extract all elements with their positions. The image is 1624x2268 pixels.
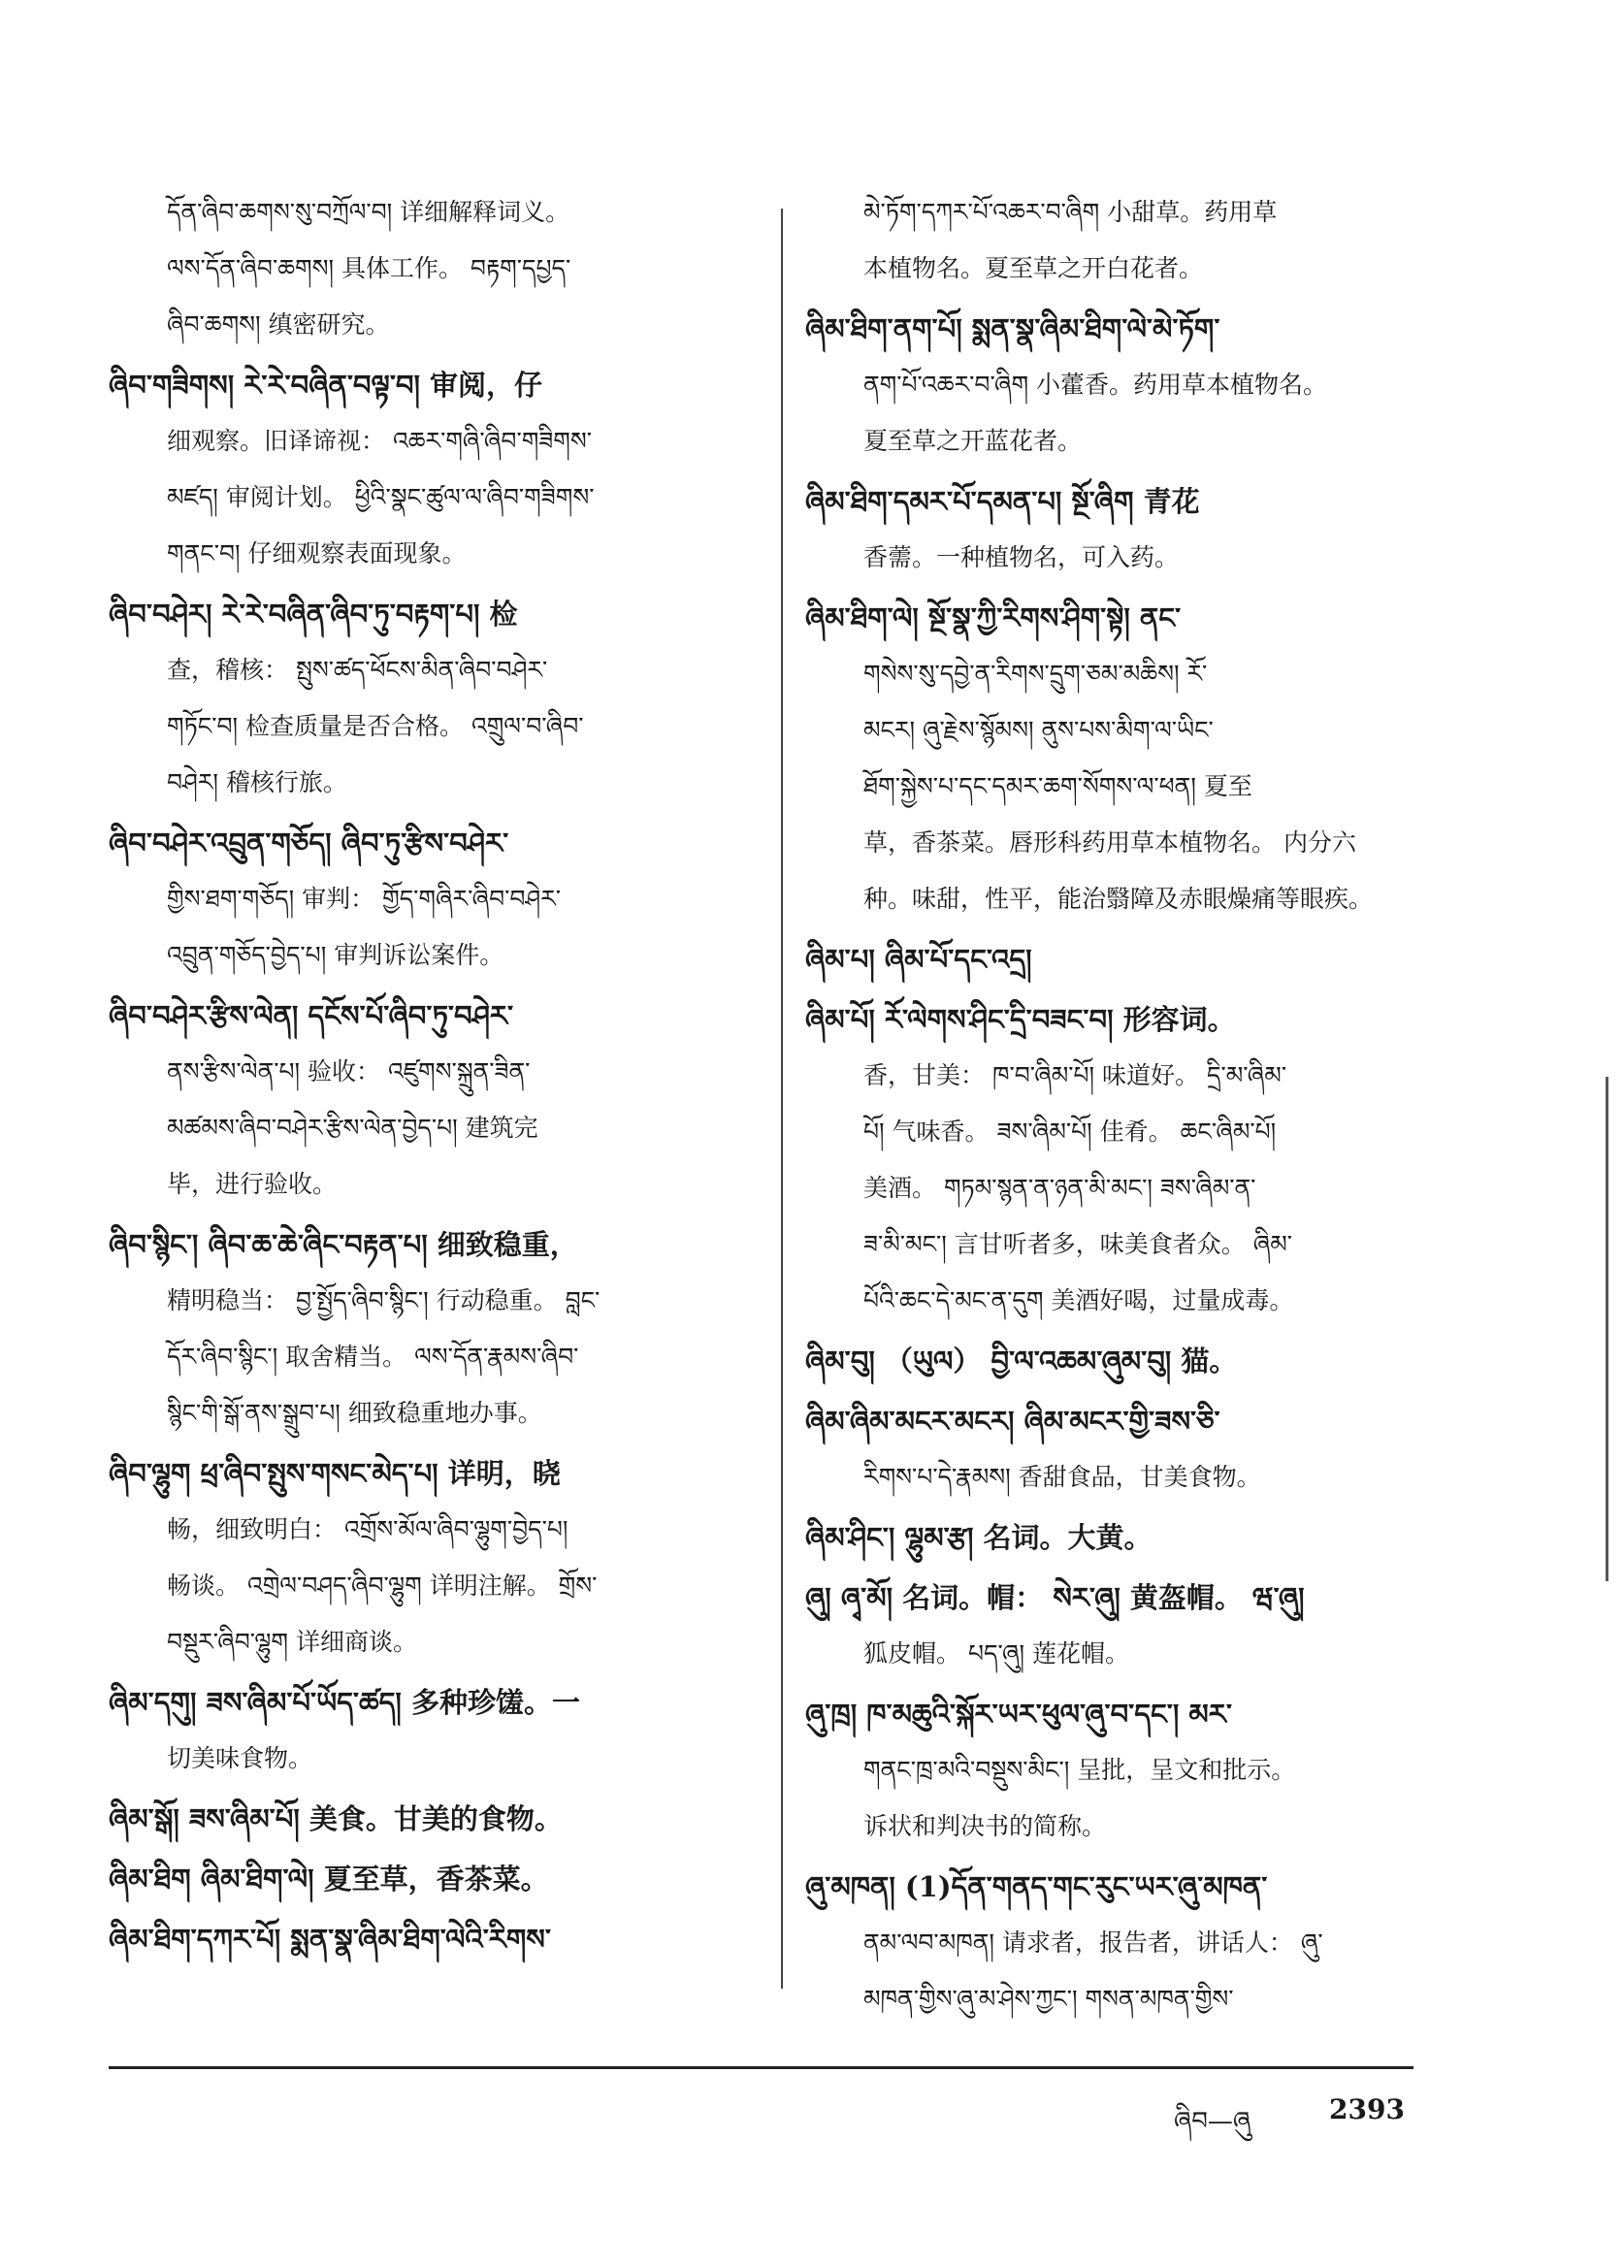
entry-definition-line: བསྡུར་ཞིབ་ལྷུག 详细商谈。: [167, 1628, 417, 1656]
dictionary-entry: [109, 1216, 768, 1442]
entry-definition-line: 诉状和判决书的简称。: [863, 1812, 1107, 1840]
entry-headword-line: ཞིབ་བཤེར། རེ་རེ་བཞིན་ཞིབ་ཏུ་བརྟག་པ། 检: [109, 598, 518, 631]
entry-definition-line: 美酒。 གཏམ་སྙན་ན་ཉན་མི་མང་། ཟས་ཞིམ་ན་: [863, 1174, 1256, 1202]
entry-headword-line: ཞུ་ཁྲ། ཁ་མཆུའི་སྐོར་ཡར་ཕུལ་ཞུ་བ་དང་། མར་: [805, 1698, 1232, 1731]
dictionary-entry: [109, 1445, 768, 1670]
column-divider: [781, 209, 783, 1989]
entry-definition-line: 香，甘美： ཁ་བ་ཞིམ་པོ། 味道好。 དྲི་མ་ཞིམ་: [863, 1061, 1287, 1089]
entry-headword-line: ཞིམ་ཐིག་ནག་པོ། སྨན་སྣ་ཞིམ་ཐིག་ལེ་མེ་ཏོག་: [805, 312, 1220, 345]
entry-definition-line: 香薷。一种植物名，可入药。: [863, 543, 1180, 571]
dictionary-entry: [109, 815, 768, 984]
entry-headword-line: ཞིབ་ལྷུག ཕྲ་ཞིབ་སྤུས་གསང་མེད་པ། 详明，晓: [109, 1457, 561, 1490]
dictionary-entry: [109, 1674, 768, 1787]
entry-definition-line: ཟ་མི་མང་། 言甘听者多，味美食者众。 ཞིམ་: [863, 1230, 1292, 1258]
entry-definition-line: པོ། 气味香。 ཟས་ཞིམ་པོ། 佳肴。 ཆང་ཞིམ་པོ།: [863, 1118, 1277, 1146]
dictionary-entry: [805, 1686, 1465, 1855]
page-number: 2393: [1329, 2093, 1405, 2125]
footer-rule: [109, 2066, 1413, 2069]
entry-headword-line: ཞིམ་ཐིག ཞིམ་ཐིག་ལེ། 夏至草，香茶菜。: [109, 1863, 549, 1895]
dictionary-entry: [805, 184, 1465, 297]
entry-definition-line: པོའི་ཆང་དེ་མང་ན་དུག 美酒好喝，过量成毒。: [863, 1286, 1294, 1314]
entry-headword-line: ཞིབ་བཤེར་འབྲུན་གཅོད། ཞིབ་ཏུ་རྩིས་བཤེར་: [109, 826, 509, 859]
entry-definition-line: 查，稽核： སྤུས་ཚད་ཕོངས་མིན་ཞིབ་བཤེར་: [167, 656, 548, 684]
dictionary-entry: [805, 590, 1465, 927]
dictionary-entry: [805, 1509, 1465, 1566]
dictionary-entry: [805, 1859, 1465, 2027]
entry-headword-line: ཞིམ་སྒོ། ཟས་ཞིམ་པོ། 美食。甘美的食物。: [109, 1802, 563, 1835]
dictionary-entry: [805, 931, 1465, 988]
dictionary-entry: [109, 184, 768, 353]
entry-headword-line: ཞིམ་ཐིག་ལེ། སྔོ་སྣ་ཀྱི་རིགས་ཤིག་སྟེ། ནང་: [805, 601, 1182, 634]
entry-definition-line: རིགས་པ་དེ་རྣམས། 香甜食品，甘美食物。: [863, 1463, 1261, 1491]
entry-definition-line: 细观察。旧译谛视： འཆར་གཞི་ཞིབ་གཟིགས་: [167, 427, 592, 455]
entry-definition-line: གནང་བ། 仔细观察表面现象。: [167, 539, 467, 567]
entry-definition-line: སྙིང་གི་སྒོ་ནས་སྒྲུབ་པ། 细致稳重地办事。: [167, 1399, 542, 1427]
dictionary-entry: [805, 1393, 1465, 1506]
entry-definition-line: དོན་ཞིབ་ཆགས་སུ་བཀྲོལ་བ། 详细解释词义。: [167, 198, 570, 226]
entry-headword-line: ཞིམ་དགུ། ཟས་ཞིམ་པོ་ཡོད་ཚད། 多种珍馐。一: [109, 1686, 580, 1719]
entry-definition-line: ཞིབ་ཆགས། 缜密研究。: [167, 310, 390, 339]
dictionary-entry: [109, 1791, 768, 1847]
dictionary-entry: [109, 1851, 768, 1907]
entry-definition-line: མེ་ཏོག་དཀར་པོ་འཆར་བ་ཞིག 小甜草。药用草: [863, 198, 1278, 226]
dictionary-entry: [109, 357, 768, 582]
entry-headword-line: ཞིམ་བུ། （ཡུལ） བྱི་ལ་འཆམ་ཞུམ་བུ། 猫。: [805, 1345, 1238, 1377]
entry-definition-line: 狐皮帽。 པད་ཞུ། 莲花帽。: [863, 1639, 1129, 1668]
dictionary-entry: [805, 991, 1465, 1329]
entry-headword-line: ཞིམ་ཞིམ་མངར་མངར། ཞིམ་མངར་གྱི་ཟས་ཅི་: [805, 1405, 1220, 1438]
entry-definition-line: 切美味食物。: [167, 1744, 313, 1772]
dictionary-entry: [805, 301, 1465, 470]
entry-definition-line: མཚམས་ཞིབ་བཤེར་རྩིས་ལེན་བྱེད་པ། 建筑完: [167, 1114, 538, 1142]
entry-headword-line: ཞུ་མཁན། (1)དོན་གནད་གང་རུང་ཡར་ཞུ་མཁན་: [805, 1870, 1268, 1903]
right-column: [805, 184, 1465, 2031]
entry-definition-line: གསེས་སུ་དབྱེ་ན་རིགས་དྲུག་ཅམ་མཆིས། རོ་: [863, 660, 1208, 688]
entry-headword-line: ཞིམ་པ། ཞིམ་པོ་དང་འདྲ།: [805, 943, 1032, 976]
dictionary-entry: [805, 1333, 1465, 1389]
entry-headword-line: ཞིབ་གཟིགས། རེ་རེ་བཞིན་བལྟ་བ། 审阅，仔: [109, 369, 543, 402]
entry-definition-line: ལས་དོན་ཞིབ་ཆགས། 具体工作。 བརྟག་དཔྱད་: [167, 254, 571, 282]
entry-definition-line: 夏至草之开蓝花者。: [863, 427, 1083, 455]
entry-headword-line: ཞིབ་བཤེར་རྩིས་ལེན། དངོས་པོ་ཞིབ་ཏུ་བཤེར་: [109, 999, 514, 1032]
scan-edge-mark: [1606, 1077, 1608, 1581]
entry-definition-line: 草，香茶菜。唇形科药用草本植物名。 内分六: [863, 828, 1356, 857]
dictionary-entry: [805, 473, 1465, 586]
entry-definition-line: འབྲུན་གཅོད་བྱེད་པ། 审判诉讼案件。: [167, 941, 504, 969]
entry-definition-line: 种。味甜，性平，能治翳障及赤眼燥痛等眼疾。: [863, 885, 1374, 913]
dictionary-entry: [109, 586, 768, 811]
entry-definition-line: མཁན་གྱིས་ཞུ་མ་ཤེས་ཀྱང་། གསན་མཁན་གྱིས་: [863, 1985, 1234, 2013]
entry-definition-line: ནམ་ལབ་མཁན། 请求者，报告者，讲话人： ཞུ་: [863, 1928, 1323, 1957]
dictionary-entry: [109, 988, 768, 1213]
entry-definition-line: བཤེར། 稽核行旅。: [167, 768, 347, 796]
entry-definition-line: ནག་པོ་འཆར་བ་ཞིག 小藿香。药用草本植物名。: [863, 371, 1327, 399]
entry-definition-line: གཏོང་བ། 检查质量是否合格。 འགྲུལ་བ་ཞིབ་: [167, 712, 584, 740]
entry-definition-line: གྱིས་ཐག་གཅོད། 审判： གྱོད་གཞིར་ཞིབ་བཤེར་: [167, 885, 562, 913]
entry-headword-line: ཞིམ་ཐིག་དཀར་པོ། སྨན་སྣ་ཞིམ་ཐིག་ལེའི་རིགས་: [109, 1923, 551, 1956]
entry-definition-line: མཛད། 审阅计划。 ཕྱིའི་སྣང་ཚུལ་ལ་ཞིབ་གཟིགས་: [167, 483, 595, 511]
entry-headword-line: ཞིམ་པོ། རོ་ལེགས་ཤིང་དྲི་བཟང་བ། 形容词。: [805, 1003, 1236, 1036]
entry-headword-line: ཞིབ་སྙིང་། ཞིབ་ཆ་ཆེ་ཞིང་བརྟན་པ། 细致稳重，: [109, 1228, 578, 1261]
left-column: [109, 184, 768, 1971]
entry-headword-line: ཞུ། ཞྭ་མོ། 名词。帽： སེར་ཞུ། 黄盔帽。 ཝ་ཞུ།: [805, 1581, 1305, 1614]
entry-definition-line: གནང་ཁྲ་མའི་བསྡུས་མིང་། 呈批，呈文和批示。: [863, 1756, 1296, 1784]
entry-definition-line: མངར། ཞུ་རྗེས་སྙོམས། ནུས་པས་མིག་ལ་ཡིང་: [863, 716, 1214, 744]
entry-definition-line: 精明稳当： བྱ་སྤྱོད་ཞིབ་སྙིང་། 行动稳重。 བླང་: [167, 1286, 601, 1314]
entry-definition-line: 毕，进行验收。: [167, 1170, 338, 1198]
dictionary-entry: [805, 1570, 1465, 1682]
entry-definition-line: ནས་རྩིས་ལེན་པ། 验收： འཛུགས་སྐྲུན་ཟིན་: [167, 1057, 531, 1085]
entry-definition-line: ཐོག་སྐྱེས་པ་དང་དམར་ཆག་སོགས་ལ་ཕན། 夏至: [863, 772, 1252, 800]
entry-definition-line: 本植物名。夏至草之开白花者。: [863, 254, 1204, 282]
entry-headword-line: ཞིམ་ཐིག་དམར་པོ་དམན་པ། སྔོ་ཞིག 青花: [805, 485, 1200, 518]
running-header: ཞིབ—ཞུ: [1174, 2107, 1251, 2136]
entry-headword-line: ཞིམ་ཤིང་། ལྷུམ་རྩ། 名词。大黄。: [805, 1521, 1153, 1554]
entry-definition-line: 畅谈。 འགྲེལ་བཤད་ཞིབ་ལྷུག 详明注解。 གྲོས་: [167, 1571, 598, 1600]
dictionary-entry: [109, 1911, 768, 1967]
entry-definition-line: 畅，细致明白： འགྲོས་མོལ་ཞིབ་ལྷུག་བྱེད་པ།: [167, 1515, 568, 1543]
entry-definition-line: དོར་ཞིབ་སྙིང་། 取舍精当。 ལས་དོན་རྣམས་ཞིབ་: [167, 1343, 579, 1371]
